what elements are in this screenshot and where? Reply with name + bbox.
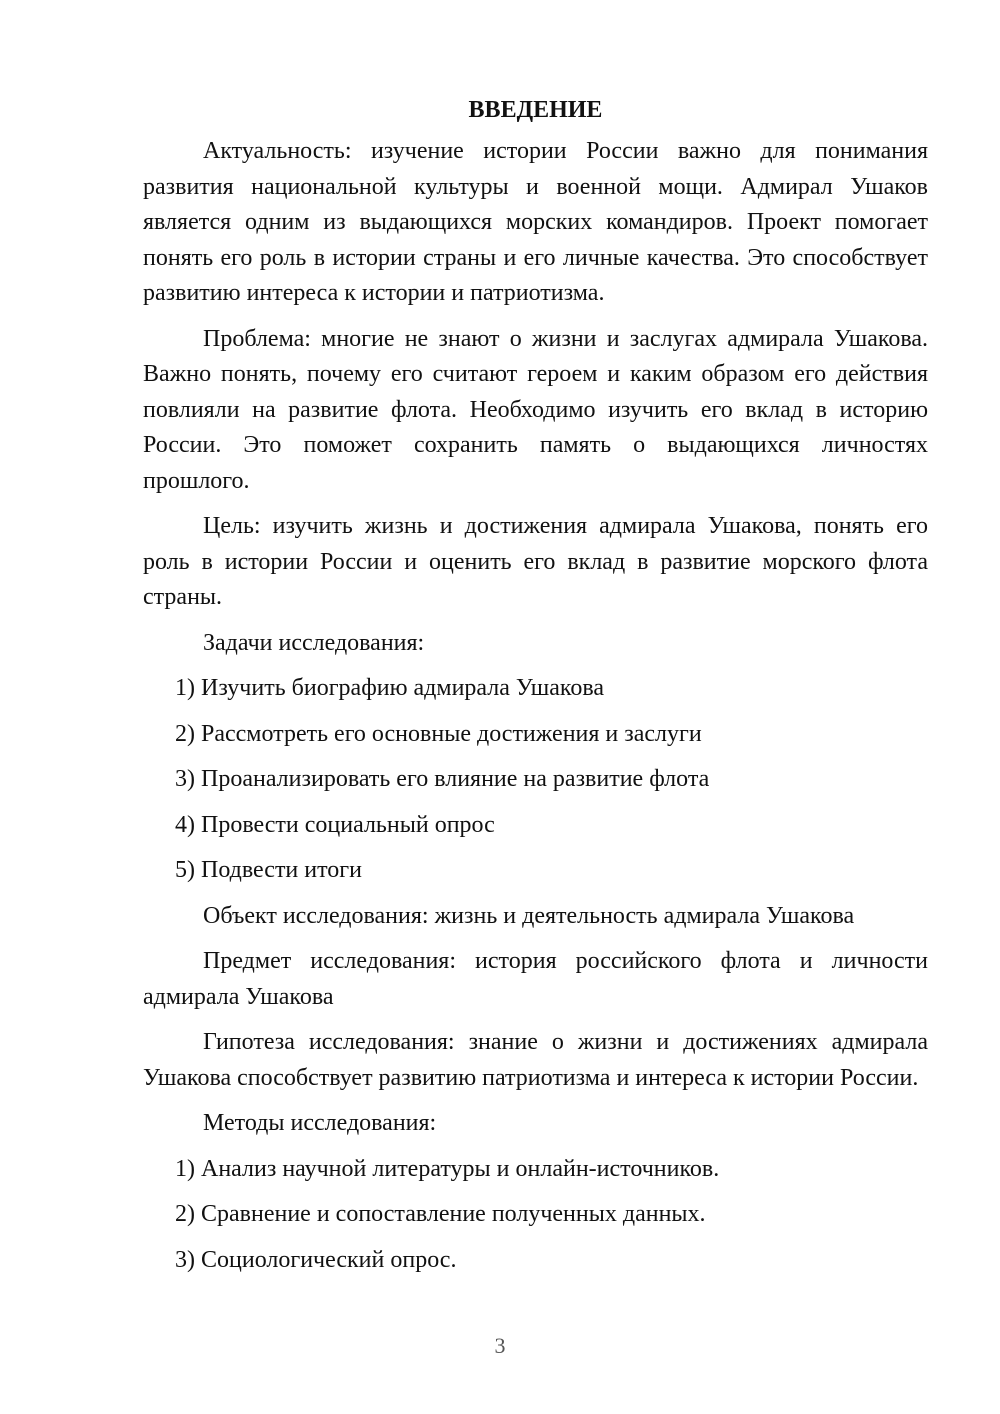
subject-paragraph: Предмет исследования: история российского флота и личности адмирала Ушакова	[143, 948, 928, 1010]
list-item: 1) Изучить биографию адмирала Ушакова	[175, 675, 605, 701]
object-paragraph: Объект исследования: жизнь и деятельность адмирала Ушакова	[203, 902, 855, 929]
list-item: 2) Сравнение и сопоставление полученных данных.	[175, 1201, 706, 1227]
list-item: 5) Подвести итоги	[175, 857, 362, 883]
methods-heading: Методы исследования:	[203, 1110, 437, 1136]
tasks-list	[143, 671, 928, 889]
document-page	[143, 92, 928, 1288]
section-title: ВВЕДЕНИЕ	[468, 97, 603, 123]
list-item: 4) Провести социальный опрос	[175, 811, 495, 838]
tasks-heading: Задачи исследования:	[203, 629, 425, 656]
list-item: 1) Анализ научной литературы и онлайн-источников.	[175, 1155, 720, 1182]
page-number: 3	[494, 1333, 506, 1358]
hypothesis-paragraph: Гипотеза исследования: знание о жизни и достижениях адмирала Ушакова способствует развитию патриотизма и интереса к истории России.	[143, 1029, 928, 1091]
list-item: 2) Рассмотреть его основные достижения и заслуги	[175, 720, 702, 747]
methods-list	[143, 1152, 928, 1279]
problem-paragraph: Проблема: многие не знают о жизни и заслугах адмирала Ушакова. Важно понять, почему его считают героем и каким образом его действия повлияли на развитие флота. Необходимо изучить его вклад в историю России. Это поможет сохранить память о выдающихся личностях прошлого.	[143, 325, 928, 494]
list-item: 3) Проанализировать его влияние на развитие флота	[175, 766, 710, 792]
relevance-paragraph: Актуальность: изучение истории России важно для понимания развития национальной культуры и военной мощи. Адмирал Ушаков является одним из выдающихся морских командиров. Проект помогает понять его роль в истории страны и его личные качества. Это способствует развитию интереса к истории и патриотизма.	[143, 138, 928, 306]
list-item: 3) Социологический опрос.	[175, 1246, 457, 1273]
goal-paragraph: Цель: изучить жизнь и достижения адмирала Ушакова, понять его роль в истории России и оценить его вклад в развитие морского флота страны.	[143, 513, 928, 610]
